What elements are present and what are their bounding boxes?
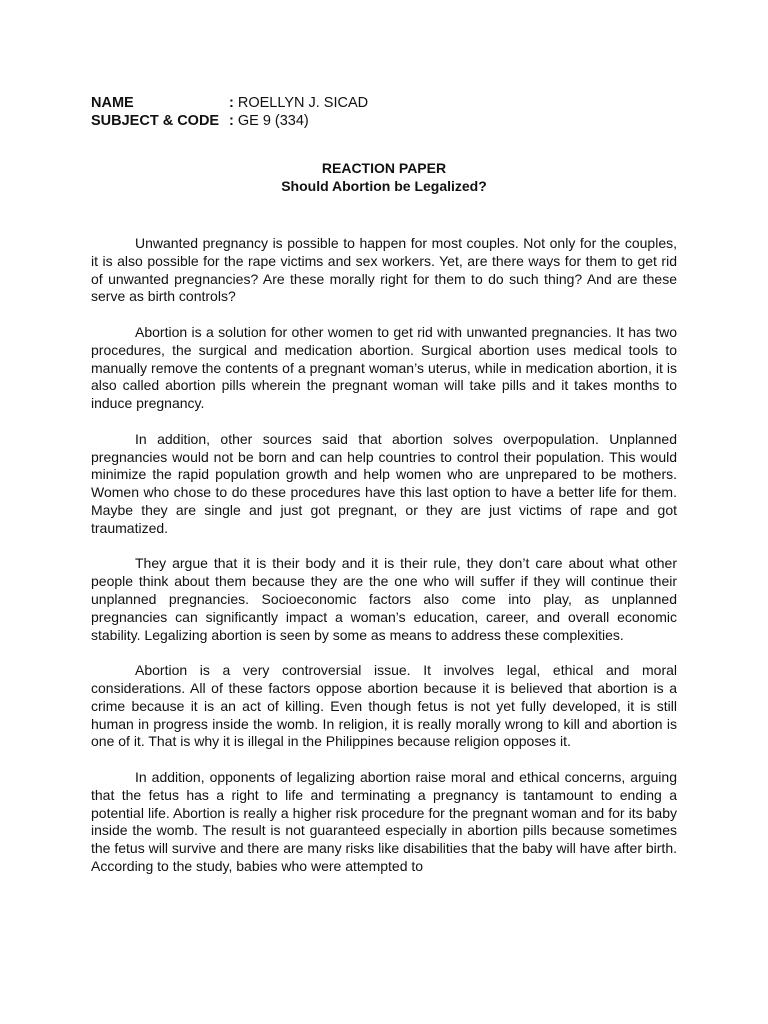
- paragraph-6: In addition, opponents of legalizing abortion raise moral and ethical concerns, arguing that the fetus has a right to life and terminating a pregnancy is tantamount to ending a potential life. Abortion is really a higher risk procedure for the pregnant woman and for its baby inside the womb. The result is not guaranteed especially in abortion pills because sometimes the fetus will survive and there are many risks like disabilities that the baby will have after birth. According to the study, babies who were attempted to: [91, 768, 677, 874]
- paper-subheading: Should Abortion be Legalized?: [281, 178, 487, 194]
- name-row: [91, 94, 677, 112]
- paper-heading: REACTION PAPER: [321, 160, 447, 176]
- subject-row: [91, 112, 677, 130]
- paragraph-1: Unwanted pregnancy is possible to happen for most couples. Not only for the couples, it is also possible for the rape victims and sex workers. Yet, are there ways for them to get rid of unwanted pregnancies? Are these morally right for them to do such thing? And are these serve as birth controls?: [91, 235, 677, 305]
- name-value: ROELLYN J. SICAD: [237, 95, 369, 111]
- paragraph-4: They argue that it is their body and it is their rule, they don’t care about what other people think about them because they are the one who will suffer if they will continue their unplanned pregnancies. Socioeconomic factors also come into play, as unplanned pregnancies can significantly impact a woman’s education, career, and overall economic stability. Legalizing abortion is seen by some as means to address these complexities.: [91, 555, 677, 643]
- paragraph-5: Abortion is a very controversial issue. It involves legal, ethical and moral considerations. All of these factors oppose abortion because it is believed that abortion is a crime because it is an act of killing. Even though fetus is not yet fully developed, it is still human in progress inside the womb. In religion, it is really morally wrong to kill and abortion is one of it. That is why it is illegal in the Philippines because religion opposes it.: [91, 662, 677, 750]
- document-header: [91, 94, 677, 130]
- name-label: NAME: [91, 95, 134, 111]
- document-body: [91, 235, 677, 876]
- paragraph-2: Abortion is a solution for other women to get rid with unwanted pregnancies. It has two procedures, the surgical and medication abortion. Surgical abortion uses medical tools to manually remove the contents of a pregnant woman’s uterus, while in medication abortion, it is also called abortion pills wherein the pregnant woman will take pills and it takes months to induce pregnancy.: [91, 323, 677, 412]
- title-block: [91, 159, 677, 195]
- paragraph-3: In addition, other sources said that abortion solves overpopulation. Unplanned pregnancies would not be born and can help countries to control their population. This would minimize the rapid population growth and help women who are unprepared to be mothers. Women who chose to do these procedures have this last option to have a better life for them. Maybe they are single and just got pregnant, or they are just victims of rape and got traumatized.: [91, 430, 677, 536]
- subject-value: GE 9 (334): [237, 113, 309, 129]
- name-colon: :: [229, 95, 234, 111]
- subject-label: SUBJECT & CODE: [91, 113, 220, 129]
- subject-colon: :: [229, 113, 234, 129]
